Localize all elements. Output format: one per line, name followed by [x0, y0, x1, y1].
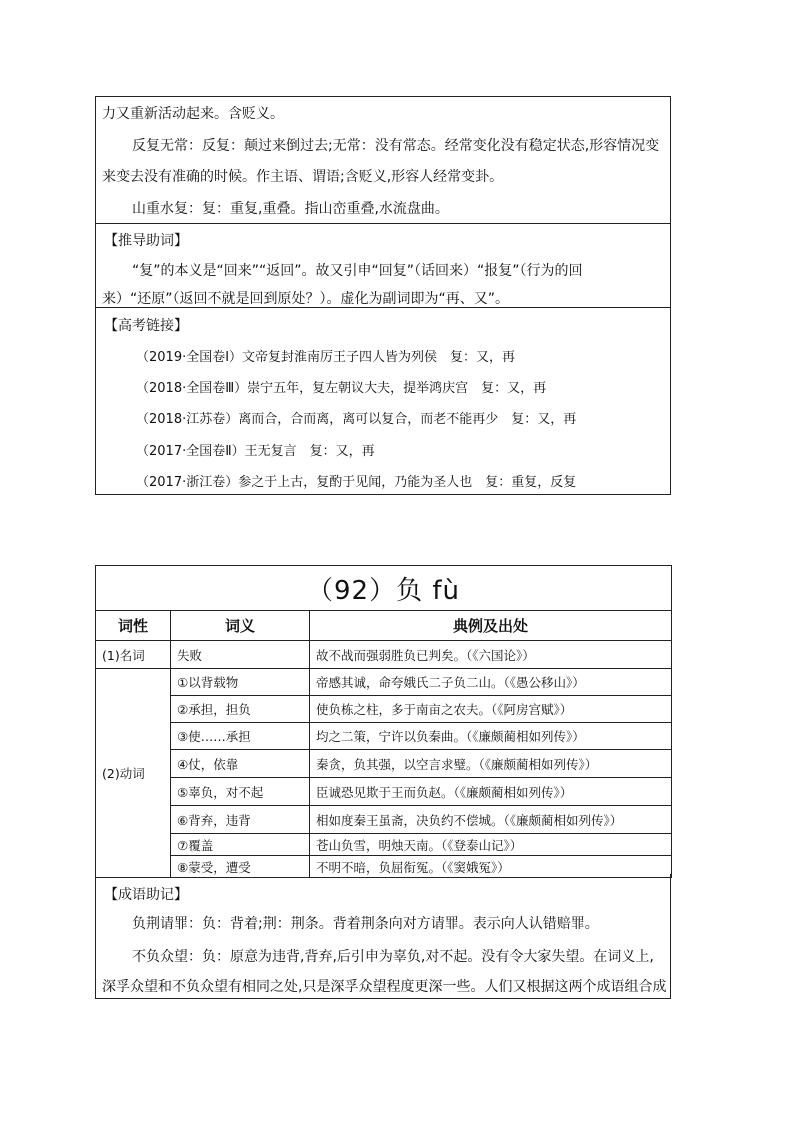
idiom-fanfu-wuchang: 反复无常：反复：颠过来倒过去;无常：没有常态。经常变化没有稳定状态,形容情况变: [132, 138, 660, 154]
gaokao-item: （2017·全国卷Ⅱ）王无复言 复：又，再: [136, 444, 375, 459]
header-meaning: 词义: [171, 611, 310, 641]
example-cell: 臣诚恐见欺于王而负赵。（《廉颇蔺相如列传》）: [310, 778, 672, 806]
section-fu-continuation: [95, 96, 671, 495]
meaning-cell: ⑧蒙受，遭受: [171, 856, 310, 878]
divider: [96, 307, 670, 308]
table-row: [96, 641, 672, 669]
meaning-cell: ⑦覆盖: [171, 834, 310, 856]
example-cell: 秦贪，负其强，以空言求璧。（《廉颇蔺相如列传》）: [310, 750, 672, 778]
meaning-cell: ③使……承担: [171, 723, 310, 750]
example-cell: 不明不暗，负屈衔冤。（《窦娥冤》）: [310, 856, 672, 878]
deduce-title: 【推导助词】: [104, 233, 188, 249]
deduce-line-1: “复”的本义是“回来”“返回”。故又引申“回复”（话回来）“报复”（行为的回: [132, 263, 583, 279]
gaokao-item: （2018·江苏卷）离而合，合而离，离可以复合，而老不能再少 复：又，再: [136, 412, 577, 427]
idiom-bufu-zhongwang-cont: 深孚众望和不负众望有相同之处,只是深孚众望程度更深一些。人们又根据这两个成语组合成: [102, 979, 667, 995]
header-pos: 词性: [96, 611, 171, 641]
example-cell: 使负栋之柱，多于南亩之农夫。（《阿房宫赋》）: [310, 696, 672, 723]
table-row: [96, 778, 672, 806]
meaning-cell: ②承担，担负: [171, 696, 310, 723]
gaokao-title: 【高考链接】: [104, 318, 188, 334]
idiom-fanfu-wuchang-cont: 来变去没有准确的时候。作主语、谓语;含贬义,形容人经常变卦。: [102, 169, 504, 185]
example-cell: 均之二策，宁许以负秦曲。（《廉颇蔺相如列传》）: [310, 723, 672, 750]
header-example: 典例及出处: [310, 611, 672, 641]
meaning-cell: ⑥背弃，违背: [171, 806, 310, 834]
gaokao-item: （2019·全国卷Ⅰ）文帝复封淮南厉王子四人皆为列侯 复：又，再: [136, 350, 516, 365]
table-row: [96, 750, 672, 778]
idiom-title: 【成语助记】: [104, 887, 188, 903]
meaning-cell: ⑤辜负，对不起: [171, 778, 310, 806]
idiom-mnemonic-section: [95, 874, 671, 999]
table-row: [96, 834, 672, 856]
table-row: [96, 723, 672, 750]
deduce-line-2: 来）“还原”（返回不就是回到原处？）。虚化为副词即为“再、又”。: [102, 291, 510, 307]
meaning-cell: ④仗，依靠: [171, 750, 310, 778]
pos-verb: (2)动词: [96, 669, 171, 878]
example-cell: 帝感其诚，命夸娥氏二子负二山。（《愚公移山》）: [310, 669, 672, 696]
meaning-cell: ①以背载物: [171, 669, 310, 696]
example-cell: 苍山负雪，明烛天南。（《登泰山记》）: [310, 834, 672, 856]
meaning-cell: 失败: [171, 641, 310, 669]
table-row: [96, 669, 672, 696]
continuation-text: 力又重新活动起来。含贬义。: [102, 106, 284, 122]
idiom-fujing-qingzui: 负荆请罪：负：背着;荆：荆条。背着荆条向对方请罪。表示向人认错赔罪。: [132, 916, 599, 932]
idiom-shanchong-shuifu: 山重水复：复：重复,重叠。指山峦重叠,水流盘曲。: [132, 201, 449, 217]
divider: [96, 223, 670, 224]
example-cell: 故不战而强弱胜负已判矣。（《六国论》）: [310, 641, 672, 669]
gaokao-item: （2018·全国卷Ⅲ）崇宁五年，复左朝议大夫，提举鸿庆宫 复：又，再: [136, 381, 547, 396]
fu-definition-table: [95, 565, 672, 878]
table-row: [96, 696, 672, 723]
table-row: [96, 806, 672, 834]
example-cell: 相如度秦王虽斋，决负约不偿城。（《廉颇蔺相如列传》）: [310, 806, 672, 834]
pos-noun: (1)名词: [96, 641, 171, 669]
entry-title: （92）负 fù: [96, 566, 672, 611]
idiom-bufu-zhongwang: 不负众望：负：原意为违背,背弃,后引申为辜负,对不起。没有令大家失望。在词义上,: [132, 949, 654, 965]
gaokao-item: （2017·浙江卷）参之于上古，复酌于见闻，乃能为圣人也 复：重复，反复: [136, 475, 577, 490]
